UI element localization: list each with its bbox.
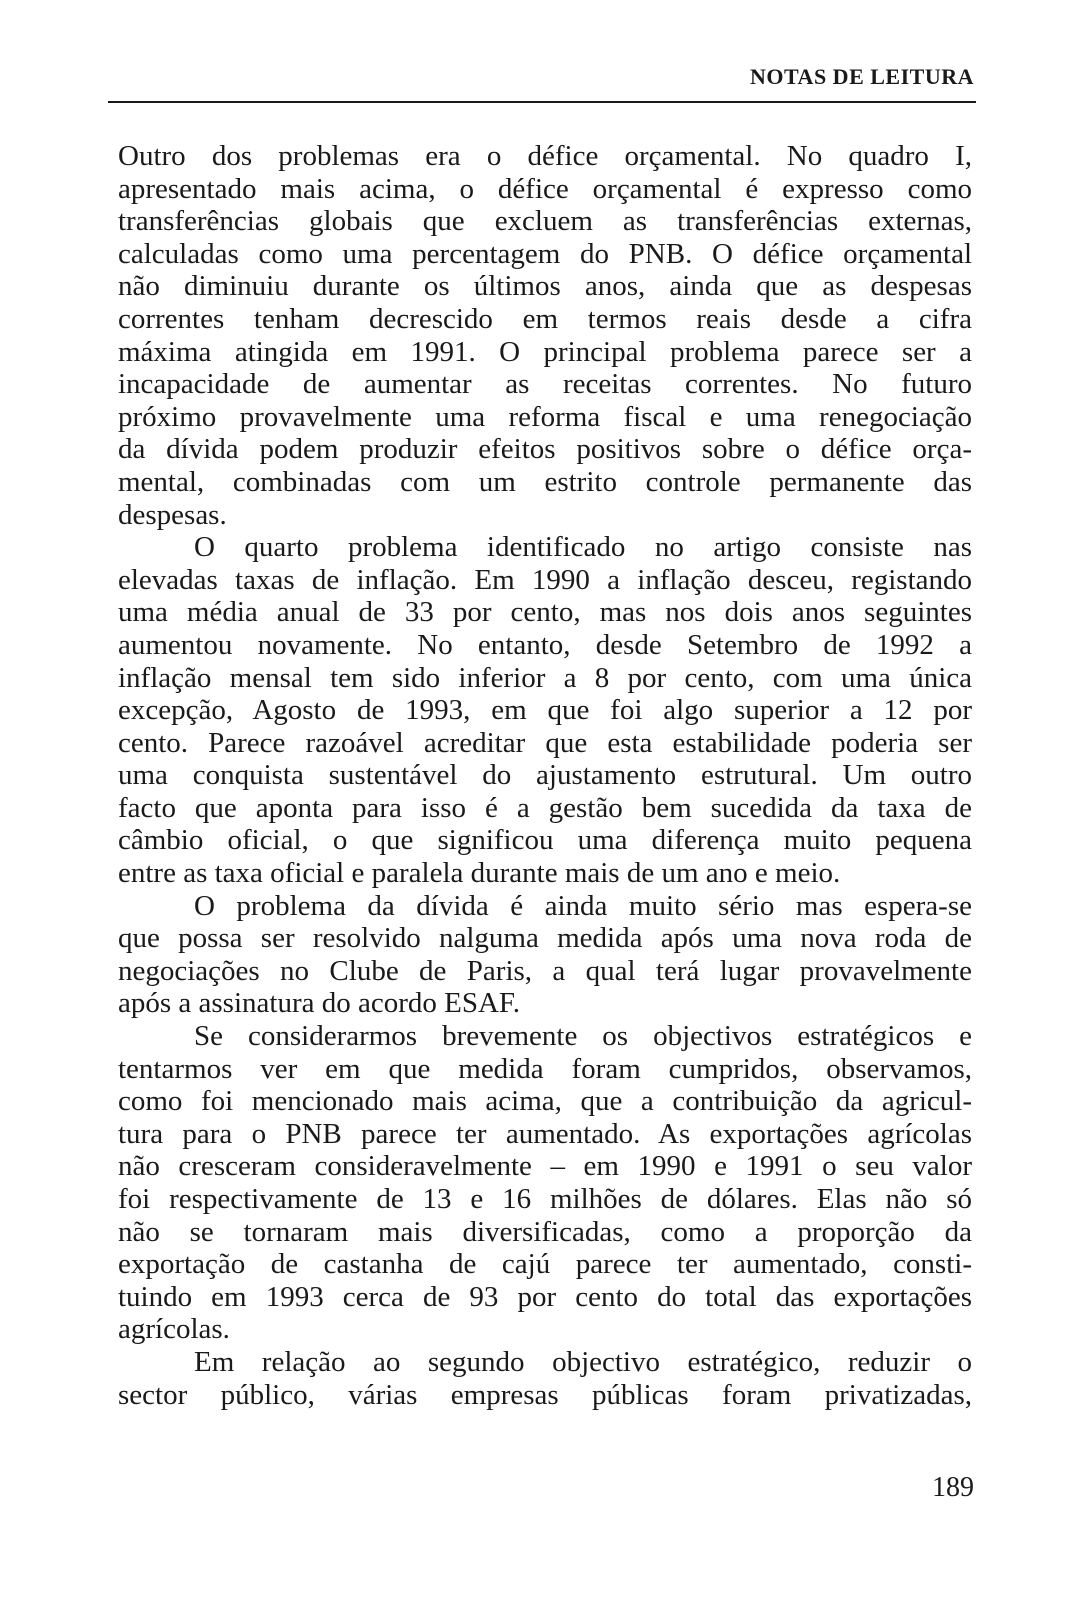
text-line: negociações no Clube de Paris, a qual terá lugar provavelmente <box>118 954 972 987</box>
text-line: não cresceram consideravelmente – em 1990 e 1991 o seu valor <box>118 1150 972 1183</box>
text-line: cento. Parece razoável acreditar que esta estabilidade poderia ser <box>118 726 972 759</box>
text-line: Se considerarmos brevemente os objectivos estratégicos e <box>194 1020 972 1053</box>
text-line: não se tornaram mais diversificadas, como a proporção da <box>118 1215 972 1248</box>
text-line: despesas. <box>118 498 227 531</box>
text-line: uma conquista sustentável do ajustamento estrutural. Um outro <box>118 759 972 792</box>
text-line: uma média anual de 33 por cento, mas nos dois anos seguintes <box>118 596 972 629</box>
page-number: 189 <box>932 1472 974 1503</box>
text-line: entre as taxa oficial e paralela durante mais de um ano e meio. <box>118 857 841 890</box>
text-line: sector público, várias empresas públicas foram privatizadas, <box>118 1378 972 1411</box>
text-line: máxima atingida em 1991. O principal problema parece ser a <box>118 335 972 368</box>
text-line: foi respectivamente de 13 e 16 milhões de dólares. Elas não só <box>118 1183 972 1215</box>
text-line: agrícolas. <box>118 1313 230 1346</box>
text-line: O problema da dívida é ainda muito sério mas espera-se <box>194 889 972 922</box>
text-line: que possa ser resolvido nalguma medida após uma nova roda de <box>118 922 972 955</box>
running-header-title: NOTAS DE LEITURA <box>750 64 974 89</box>
text-line: tuindo em 1993 cerca de 93 por cento do total das exportações <box>118 1280 972 1313</box>
text-line: correntes tenham decrescido em termos reais desde a cifra <box>118 302 972 335</box>
header-rule <box>108 101 976 103</box>
text-line: apresentado mais acima, o défice orçamental é expresso como <box>118 172 972 205</box>
text-line: incapacidade de aumentar as receitas correntes. No futuro <box>118 368 972 401</box>
text-line: Outro dos problemas era o défice orçamental. No quadro I, <box>118 140 972 172</box>
text-line: tentarmos ver em que medida foram cumpridos, observamos, <box>118 1052 972 1085</box>
text-line: da dívida podem produzir efeitos positivos sobre o défice orça- <box>118 433 972 466</box>
text-line: aumentou novamente. No entanto, desde Setembro de 1992 a <box>118 628 972 661</box>
text-line: exportação de castanha de cajú parece ter aumentado, consti- <box>118 1248 972 1281</box>
text-line: facto que aponta para isso é a gestão bem sucedida da taxa de <box>118 791 972 824</box>
text-line: tura para o PNB parece ter aumentado. As exportações agrícolas <box>118 1117 972 1150</box>
text-line: excepção, Agosto de 1993, em que foi algo superior a 12 por <box>118 694 972 727</box>
text-line: O quarto problema identificado no artigo consiste nas <box>194 531 972 564</box>
text-line: mental, combinadas com um estrito controle permanente das <box>118 465 972 498</box>
body-text <box>118 140 972 1411</box>
text-line: inflação mensal tem sido inferior a 8 por cento, com uma única <box>118 661 972 694</box>
text-line: transferências globais que excluem as transferências externas, <box>118 205 972 238</box>
text-line: próximo provavelmente uma reforma fiscal e uma renegociação <box>118 400 972 433</box>
text-line: câmbio oficial, o que significou uma diferença muito pequena <box>118 824 972 857</box>
text-line: como foi mencionado mais acima, que a contribuição da agricul- <box>118 1085 972 1118</box>
text-line: Em relação ao segundo objectivo estratégico, reduzir o <box>194 1345 972 1378</box>
text-line: calculadas como uma percentagem do PNB. O défice orçamental <box>118 237 972 270</box>
text-line: após a assinatura do acordo ESAF. <box>118 987 520 1020</box>
text-line: elevadas taxas de inflação. Em 1990 a inflação desceu, registando <box>118 563 972 596</box>
text-line: não diminuiu durante os últimos anos, ainda que as despesas <box>118 270 972 303</box>
